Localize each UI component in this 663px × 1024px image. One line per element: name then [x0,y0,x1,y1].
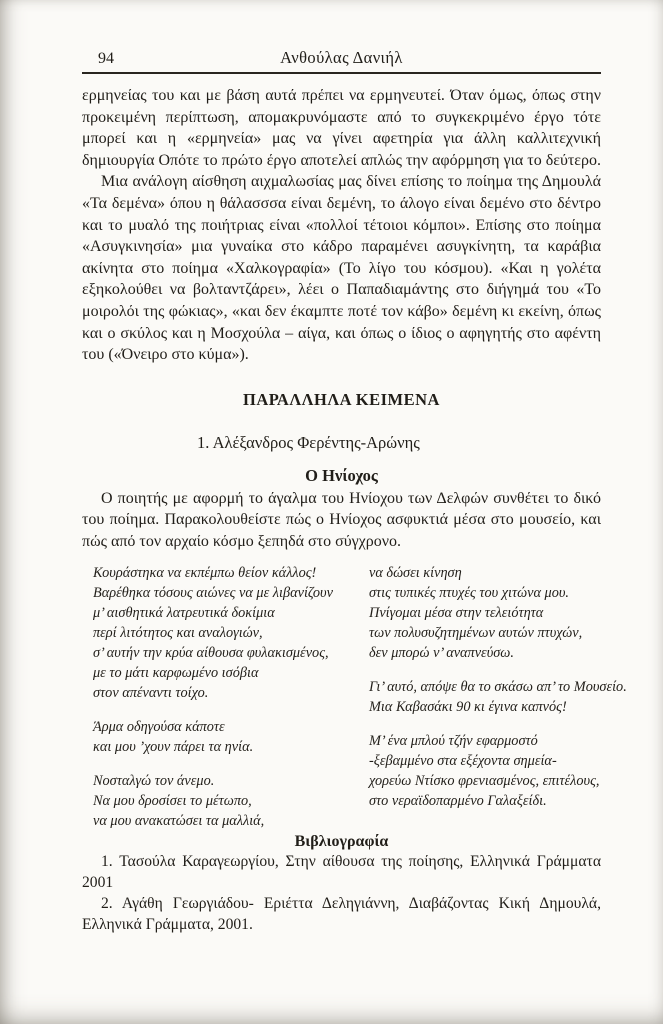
poem-line: Γι’ αυτό, απόψε θα το σκάσω απ’ το Μουσείο. [369,678,627,695]
poem-line: Άρμα οδηγούσα κάποτε [93,718,225,735]
body-paragraph-2: Μια ανάλογη αίσθηση αιχμαλωσίας μας δίνει επίσης το ποίημα της Δημουλά «Τα δεμένα» όπου η θάλασσσα είναι δεμένη, το άλογο είναι δεμένο στο δέντρο και το μυαλό της ποιήτριας είναι «πολλοί τέτοιοι κόμποι». Επίσης στο ποίημα «Ασυγκινησία» μια γυναίκα στο κάδρο παραμένει ασυγκίνητη, τα καράβια ακίνητα στο ποίημα «Χαλκογραφία» (Το λίγο του κόσμου). «Και η γολέτα εξηκολούθει να βολταντζάρει», λέει ο Παπαδιαμάντης στο διήγημά του «Το μοιρολόι της φώκιας», «και δεν έκαμπτε ποτέ τον κάβο» δεμένη κι εκείνη, όπως και ο σκύλος και η Μοσχούλα – αίγα, και όπως ο ίδιος ο αφηγητής στο αφέντη του («Όνειρο στο κύμα»). [82,173,601,364]
poem-line: Νοσταλγώ τον άνεμο. [93,772,215,789]
poem-line: Μια Καβασάκι 90 κι έγινα καπνός! [369,698,567,715]
poem-line: στο νεραϊδοπαρμένο Γαλαξείδι. [369,792,547,809]
poem [82,563,627,831]
poem-stanza [93,717,369,757]
poem-line: να δώσει κίνηση [369,564,462,581]
poem-stanza [369,563,627,663]
poem-line: Να μου δροσίσει το μέτωπο, [93,792,252,809]
page-number: 94 [98,50,114,67]
poem-line: μ’ αισθητικά λατρευτικά δοκίμια [93,604,275,621]
poem-stanza [369,677,627,717]
poem-line: Μ’ ένα μπλού τζήν εφαρμοστό [369,732,538,749]
poem-column-left [82,563,369,831]
poem-line: και μου ’χουν πάρει τα ηνία. [93,738,254,755]
poem-line: σ’ αυτήν την κρύα αίθουσα φυλακισμένος, [93,644,329,661]
page-header [82,44,601,74]
poem-stanza [93,563,369,703]
bibliography-heading: Βιβλιογραφία [294,832,389,850]
bibliography-entry: 1. Τασούλα Καραγεωργίου, Στην αίθουσα της ποίησης, Ελληνικά Γράμματα 2001 [82,852,601,891]
page-content [82,44,627,935]
section-heading: ΠΑΡΑΛΛΗΛΑ ΚΕΙΜΕΝΑ [243,389,440,409]
poem-line: Βαρέθηκα τόσους αιώνες να με λιβανίζουν [93,584,333,601]
poem-line: Κουράστηκα να εκπέμπω θείον κάλλος! [93,564,317,581]
poem-line: -ξεβαμμένο στα εξέχοντα σημεία- [369,752,557,769]
poem-column-right [369,563,627,831]
poem-intro: Ο ποιητής με αφορμή το άγαλμα του Ηνίοχου των Δελφών συνθέτει το δικό του ποίημα. Παρακολουθείστε πώς ο Ηνίοχος ασφυκτιά μέσα στο μουσείο, και πώς από τον αρχαίο κόσμο ξεπηδά στο σύγχρονο. [82,489,601,550]
poem-line: δεν μπορώ ν’ αναπνεύσω. [369,644,514,661]
poem-stanza [93,771,369,831]
poem-line: χορεύω Ντίσκο φρενιασμένος, επιτέλους, [369,772,600,789]
poem-title: Ο Ηνίοχος [305,465,378,485]
bibliography-entry: 2. Αγάθη Γεωργιάδου- Εριέττα Δεληγιάννη, Διαβάζοντας Κική Δημουλά, Ελληνικά Γράμματα, 2001. [82,894,601,933]
author-item: 1. Αλέξανδρος Φερέντης-Αρώνης [197,432,420,452]
poem-line: να μου ανακατώσει τα μαλλιά, [93,812,265,829]
poem-line: στις τυπικές πτυχές του χιτώνα μου. [369,584,569,601]
body-paragraph-1: ερμηνείας του και με βάση αυτά πρέπει να ερμηνευτεί. Όταν όμως, όπως στην προκειμένη περίπτωση, απομακρυνόμαστε από το συγκεκριμένο έργο τότε μπορεί και η «ερμηνεία» μας να γίνει αφετηρία για άλλη καλλιτεχνική δημιουργία Οπότε το πρώτο έργο αποτελεί απλώς την αφόρμηση για το δεύτερο. [82,87,602,169]
poem-stanza [369,731,627,811]
poem-line: με το μάτι καρφωμένο ισόβια [93,664,259,681]
poem-line: περί λιτότητος και αναλογιών, [93,624,263,641]
poem-line: Πνίγομαι μέσα στην τελειότητα [369,604,544,621]
running-title: Ανθούλας Δανιήλ [280,48,403,67]
poem-line: στον απέναντι τοίχο. [93,684,209,701]
poem-line: των πολυσυζητημένων αυτών πτυχών, [369,624,583,641]
